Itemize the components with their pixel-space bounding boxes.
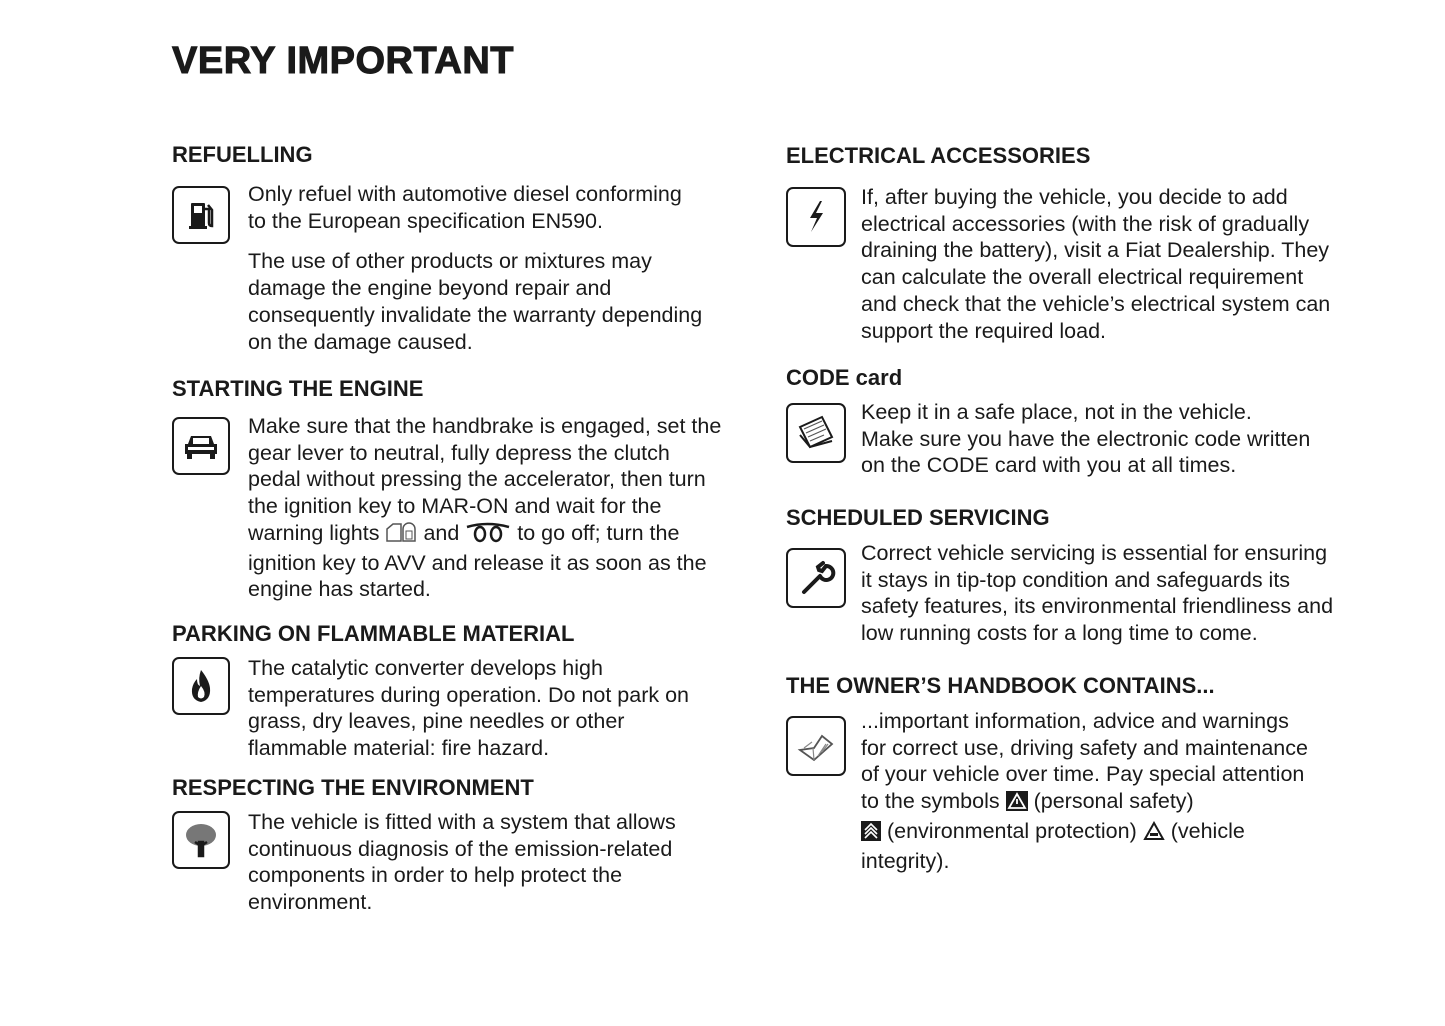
section-heading: THE OWNER’S HANDBOOK CONTAINS... <box>786 673 1215 698</box>
personal-safety-warning-icon <box>1006 791 1028 818</box>
text-line: consequently invalidate the warranty depending <box>248 302 703 327</box>
text-line: flammable material: fire hazard. <box>248 736 550 761</box>
text-line: the ignition key to MAR-ON and wait for the <box>248 494 662 519</box>
text-line: engine has started. <box>248 577 431 602</box>
vehicle-integrity-warning-icon <box>1143 821 1165 848</box>
text-line: ...important information, advice and warnings <box>861 709 1289 733</box>
section-heading: CODE card <box>786 365 903 390</box>
text-line: components in order to help protect the <box>248 863 623 888</box>
text-line: Make sure that the handbrake is engaged, set the <box>248 414 722 438</box>
text-line: damage the engine beyond repair and <box>248 276 612 301</box>
text-line: electrical accessories (with the risk of gradually <box>861 211 1310 236</box>
text-line: The vehicle is fitted with a system that allows <box>248 810 676 834</box>
section-electrical-accessories <box>786 142 1331 343</box>
code-card-icon <box>786 403 846 463</box>
wrench-icon <box>786 548 846 608</box>
glow-plug-warning-light-icon <box>465 521 511 550</box>
text-line: to the symbols (personal safety) <box>861 788 1308 818</box>
text-line: The use of other products or mixtures may <box>248 249 652 274</box>
text-line: ignition key to AVV and release it as soon as the <box>248 550 707 575</box>
text-line: If, after buying the vehicle, you decide to add <box>861 185 1288 209</box>
text-line: support the required load. <box>861 318 1107 343</box>
text-line: and check that the vehicle’s electrical system can <box>861 291 1331 316</box>
text-line: of your vehicle over time. Pay special attention <box>861 762 1305 787</box>
text-line: grass, dry leaves, pine needles or other <box>248 709 625 734</box>
text-line: pedal without pressing the accelerator, then turn <box>248 467 706 492</box>
section-heading: ELECTRICAL ACCESSORIES <box>786 143 1091 168</box>
open-book-icon <box>786 716 846 776</box>
text-line: it stays in tip-top condition and safeguards its <box>861 567 1291 592</box>
section-refuelling <box>172 141 703 354</box>
immobilizer-warning-light-icon <box>385 521 417 550</box>
text-line: warning lights and to go off; turn the <box>248 520 721 550</box>
text-line: The catalytic converter develops high <box>248 656 603 680</box>
section-heading: SCHEDULED SERVICING <box>786 505 1050 530</box>
text-line: integrity). <box>861 848 950 873</box>
text-line: to the European specification EN590. <box>248 208 603 233</box>
text-line: temperatures during operation. Do not park on <box>248 682 690 707</box>
section-heading: STARTING THE ENGINE <box>172 376 424 401</box>
text-line: Correct vehicle servicing is essential for ensuring <box>861 541 1328 565</box>
text-line: draining the battery), visit a Fiat Dealership. They <box>861 238 1330 263</box>
text-line: on the damage caused. <box>248 329 473 354</box>
text-line: environment. <box>248 890 373 915</box>
section-heading: PARKING ON FLAMMABLE MATERIAL <box>172 621 575 646</box>
section-heading: REFUELLING <box>172 142 313 167</box>
environmental-protection-icon <box>861 821 881 848</box>
text-line: for correct use, driving safety and maintenance <box>861 735 1308 760</box>
tree-icon <box>172 811 230 869</box>
section-parking-flammable <box>172 620 690 761</box>
section-environment <box>172 774 676 915</box>
page-title: VERY IMPORTANT <box>172 40 514 82</box>
text-line: Only refuel with automotive diesel conforming <box>248 182 682 206</box>
text-line: can calculate the overall electrical requirement <box>861 265 1304 290</box>
section-code-card <box>786 364 1311 478</box>
text-line: safety features, its environmental friendliness and <box>861 594 1334 619</box>
section-starting-engine <box>172 375 722 602</box>
section-handbook-contains <box>786 672 1308 873</box>
text-line: Make sure you have the electronic code written <box>861 426 1311 451</box>
section-scheduled-servicing <box>786 504 1334 646</box>
section-heading: RESPECTING THE ENVIRONMENT <box>172 775 534 800</box>
lightning-icon <box>786 187 846 247</box>
text-line: on the CODE card with you at all times. <box>861 453 1237 478</box>
text-line: gear lever to neutral, fully depress the clutch <box>248 440 670 465</box>
fuel-pump-icon <box>172 186 230 244</box>
text-line: Keep it in a safe place, not in the vehicle. <box>861 400 1252 424</box>
text-line: low running costs for a long time to come. <box>861 621 1258 646</box>
text-line: (environmental protection) (vehicle <box>861 818 1308 848</box>
text-line: continuous diagnosis of the emission-related <box>248 836 673 861</box>
car-icon <box>172 417 230 475</box>
fire-icon <box>172 657 230 715</box>
